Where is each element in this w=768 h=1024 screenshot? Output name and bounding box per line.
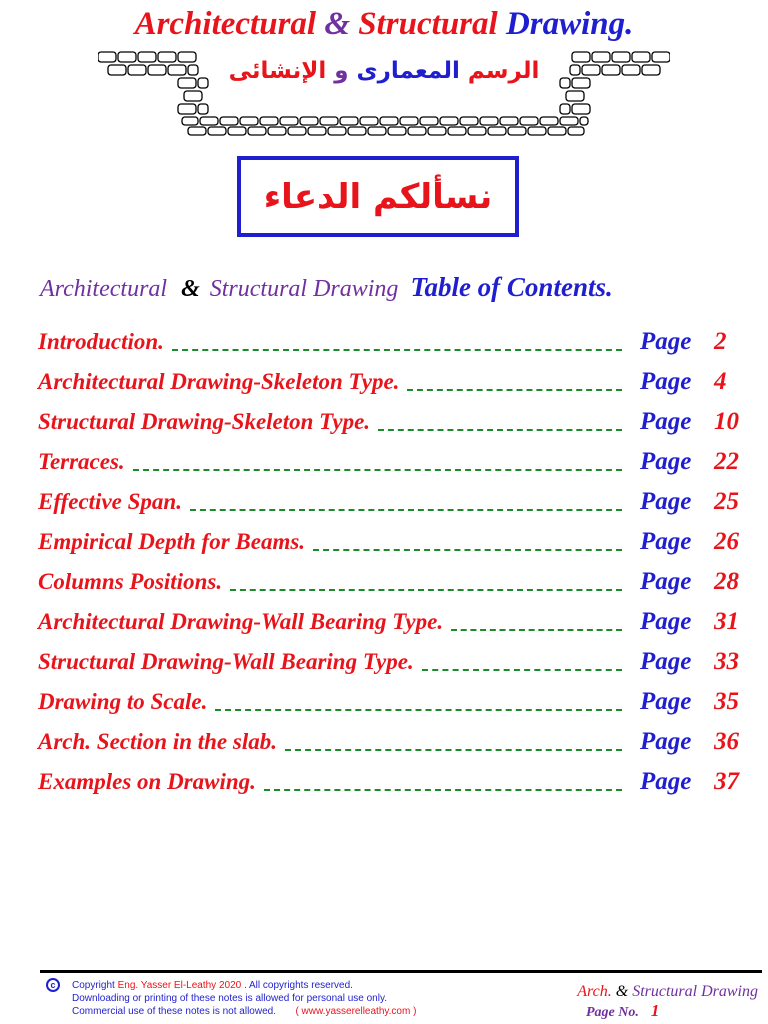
toc-page-number: 25 [714, 488, 739, 515]
copyright-notice [72, 979, 416, 1018]
toc-row[interactable] [38, 725, 750, 765]
table-of-contents [38, 325, 750, 805]
footer-divider [40, 970, 762, 973]
toc-page-number: 28 [714, 568, 739, 595]
toc-page-number: 2 [714, 328, 727, 355]
toc-leader [285, 749, 622, 751]
document-title [0, 4, 768, 44]
arabic-word-structural: الإنشائى [228, 58, 327, 84]
toc-page-label: Page [640, 488, 692, 515]
copyright-rights: . All copyrights reserved. [243, 980, 353, 991]
toc-entry-title: Architectural Drawing-Wall Bearing Type. [38, 609, 444, 634]
toc-page-label: Page [640, 648, 692, 675]
toc-page-label: Page [640, 448, 692, 475]
toc-page-number: 4 [714, 368, 727, 395]
footer-structural: Structural Drawing [632, 983, 758, 1000]
toc-heading-title: Table of Contents. [410, 272, 613, 302]
title-architectural: Architectural [134, 6, 317, 42]
toc-leader [407, 389, 622, 391]
footer-ampersand: & [615, 983, 629, 1000]
toc-entry-title: Empirical Depth for Beams. [38, 529, 306, 554]
toc-entry-title: Introduction. [38, 329, 164, 354]
toc-entry-title: Drawing to Scale. [38, 689, 208, 714]
toc-entry-title: Columns Positions. [38, 569, 223, 594]
toc-page-number: 35 [714, 688, 739, 715]
title-ampersand: & [324, 6, 351, 42]
toc-page-label: Page [640, 688, 692, 715]
toc-page-label: Page [640, 408, 692, 435]
toc-row[interactable] [38, 525, 750, 565]
toc-page-number: 36 [714, 728, 739, 755]
arabic-word-architectural: المعمارى [356, 58, 460, 84]
toc-page-label: Page [640, 768, 692, 795]
toc-row[interactable] [38, 325, 750, 365]
toc-leader [133, 469, 622, 471]
personal-use-line: Downloading or printing of these notes is allowed for personal use only. [72, 993, 387, 1004]
commercial-use-line: Commercial use of these notes is not allowed. [72, 1006, 276, 1017]
toc-leader [215, 709, 622, 711]
title-structural: Structural [358, 6, 498, 42]
toc-row[interactable] [38, 765, 750, 805]
toc-leader [190, 509, 622, 511]
toc-page-label: Page [640, 728, 692, 755]
website-link[interactable]: ( www.yasserelleathy.com ) [295, 1006, 417, 1017]
toc-page-label: Page [640, 528, 692, 555]
toc-entry-title: Structural Drawing-Skeleton Type. [38, 409, 371, 434]
toc-row[interactable] [38, 445, 750, 485]
arabic-word-drawing: الرسم [467, 58, 540, 84]
toc-leader [422, 669, 622, 671]
copyright-prefix: Copyright [72, 980, 115, 991]
toc-entry-title: Architectural Drawing-Skeleton Type. [38, 369, 400, 394]
toc-row[interactable] [38, 405, 750, 445]
toc-heading [40, 272, 613, 303]
toc-leader [230, 589, 622, 591]
toc-row[interactable] [38, 645, 750, 685]
toc-leader [378, 429, 622, 431]
toc-row[interactable] [38, 565, 750, 605]
toc-page-label: Page [640, 368, 692, 395]
toc-page-label: Page [640, 608, 692, 635]
toc-page-number: 37 [714, 768, 739, 795]
toc-leader [172, 349, 622, 351]
toc-page-number: 26 [714, 528, 739, 555]
toc-row[interactable] [38, 365, 750, 405]
toc-entry-title: Examples on Drawing. [38, 769, 256, 794]
toc-row[interactable] [38, 685, 750, 725]
toc-entry-title: Effective Span. [38, 489, 182, 514]
toc-page-number: 22 [714, 448, 739, 475]
copyright-icon: c [46, 978, 60, 992]
toc-heading-structural: Structural Drawing [209, 276, 399, 302]
toc-row[interactable] [38, 485, 750, 525]
title-drawing: Drawing. [505, 6, 634, 42]
page-number-footer [586, 1001, 659, 1021]
toc-leader [451, 629, 622, 631]
page-no-label: Page No. [586, 1005, 639, 1020]
arabic-subtitle [198, 54, 570, 88]
toc-page-number: 33 [714, 648, 739, 675]
toc-leader [313, 549, 622, 551]
toc-entry-title: Structural Drawing-Wall Bearing Type. [38, 649, 414, 674]
toc-heading-ampersand: & [181, 276, 200, 302]
copyright-year: 2020 [218, 980, 242, 991]
toc-entry-title: Arch. Section in the slab. [38, 729, 277, 754]
toc-page-number: 10 [714, 408, 739, 435]
arabic-word-and: و [334, 58, 349, 84]
toc-heading-architectural: Architectural [40, 276, 168, 302]
toc-leader [264, 789, 622, 791]
footer-course-name [577, 982, 758, 1002]
author-name: Eng. Yasser El-Leathy [117, 980, 217, 991]
page-no-value: 1 [650, 1001, 660, 1020]
footer-arch: Arch. [577, 983, 612, 1000]
toc-entry-title: Terraces. [38, 449, 125, 474]
prayer-box [237, 156, 519, 237]
toc-page-label: Page [640, 328, 692, 355]
toc-page-number: 31 [714, 608, 739, 635]
prayer-text: نسألكم الدعاء [263, 177, 493, 217]
toc-row[interactable] [38, 605, 750, 645]
toc-page-label: Page [640, 568, 692, 595]
